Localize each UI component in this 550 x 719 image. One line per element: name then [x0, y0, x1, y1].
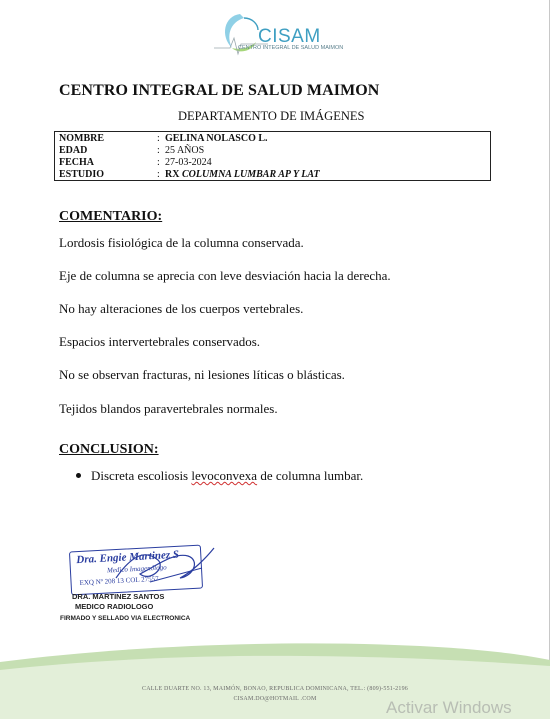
doctor-name: DRA. MARTINEZ SANTOS — [72, 592, 165, 601]
handwritten-signature-icon — [110, 538, 220, 594]
doctor-role: MEDICO RADIOLOGO — [75, 602, 154, 611]
comentario-line: Espacios intervertebrales conservados. — [59, 334, 261, 349]
info-separator: : — [157, 157, 160, 168]
bullet-icon — [76, 473, 81, 478]
patient-age: 25 AÑOS — [165, 145, 205, 156]
cisam-logo — [210, 8, 350, 60]
logo-subtitle: CENTRO INTEGRAL DE SALUD MAIMON — [238, 45, 344, 51]
conclusion-heading: CONCLUSION: — [59, 442, 159, 457]
signature-note: FIRMADO Y SELLADO VIA ELECTRONICA — [60, 615, 191, 622]
comentario-line: Lordosis fisiológica de la columna conservada. — [59, 235, 304, 250]
comentario-line: Tejidos blandos paravertebrales normales. — [59, 401, 278, 416]
spellcheck-word: levoconvexa — [191, 468, 258, 483]
signature-block — [72, 592, 164, 612]
conclusion-item — [91, 468, 363, 484]
footer-email[interactable]: CISAM.DO@HOTMAIL .COM — [233, 696, 317, 702]
info-separator: : — [157, 133, 160, 144]
patient-name: GELINA NOLASCO L. — [165, 133, 268, 144]
comentario-line: Eje de columna se aprecia con leve desviación hacia la derecha. — [59, 268, 391, 283]
comentario-heading: COMENTARIO: — [59, 209, 163, 224]
stamp-exequatur: EXQ Nº 208 13 COL 27557 — [79, 574, 159, 587]
info-separator: : — [157, 169, 160, 180]
stamp-name: Dra. Engie Martinez S — [76, 548, 180, 567]
info-label: NOMBRE — [59, 133, 104, 144]
info-label: FECHA — [59, 157, 94, 168]
conclusion-text-start: Discreta escoliosis — [91, 468, 192, 483]
info-label: ESTUDIO — [59, 169, 105, 180]
study-type — [165, 169, 320, 180]
footer-address: CALLE DUARTE NO. 13, MAIMÓN, BONAO, REPUBLICA DOMINICANA, TEL.: (809)-551-2196 — [142, 686, 408, 692]
info-label: EDAD — [59, 145, 88, 156]
stamp-role: Medico Imagenólogo — [106, 563, 167, 575]
study-date: 27-03-2024 — [165, 157, 212, 168]
patient-info-box — [54, 131, 491, 181]
department-title: DEPARTAMENTO DE IMÁGENES — [178, 109, 365, 123]
report-title: CENTRO INTEGRAL DE SALUD MAIMON — [59, 82, 380, 99]
logo-brand: CISAM — [258, 26, 321, 47]
study-name: COLUMNA LUMBAR AP Y LAT — [181, 169, 320, 180]
comentario-line: No se observan fracturas, ni lesiones líticas o blásticas. — [59, 367, 345, 382]
windows-activation-watermark: Activar Windows — [386, 698, 512, 717]
study-prefix: RX — [165, 169, 180, 180]
comentario-line: No hay alteraciones de los cuerpos vertebrales. — [59, 301, 304, 316]
info-separator: : — [157, 145, 160, 156]
conclusion-text-end: de columna lumbar. — [257, 468, 364, 483]
